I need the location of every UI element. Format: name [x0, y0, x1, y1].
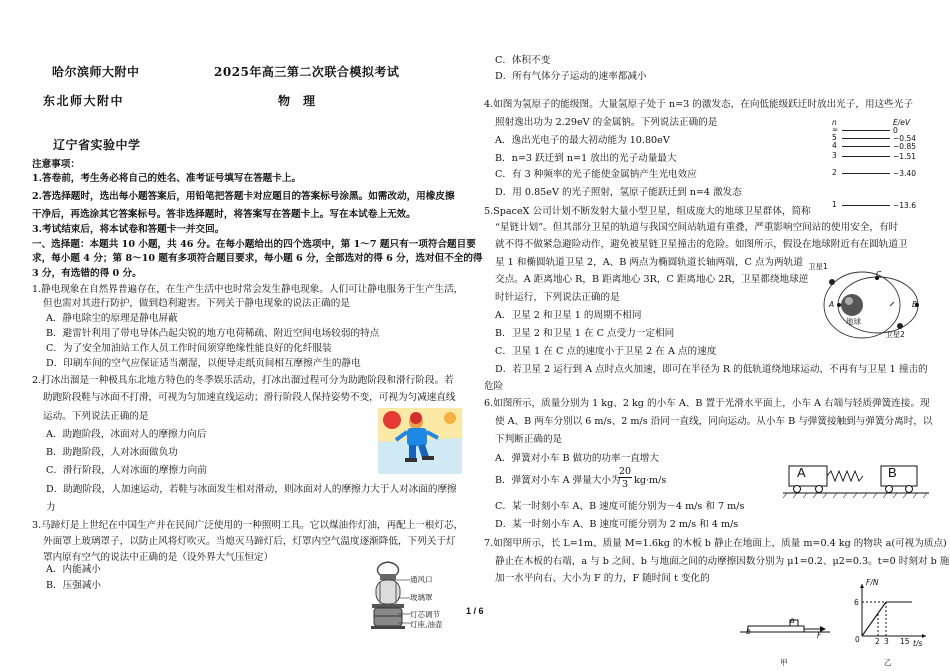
- board-b: [748, 626, 804, 632]
- lantern-label-glass: 玻璃罩: [410, 593, 433, 602]
- q2-stem-2: 助跑阶段鞋与冰面不打滑，可视为匀加速直线运动；滑行阶段人保持姿势不变，可视为匀减速直线: [43, 392, 456, 403]
- graph-tick-x2: 2: [875, 637, 880, 646]
- energy-diagram-e-header: E/eV: [893, 118, 911, 127]
- school-name-2: 东北师大附中: [43, 94, 125, 108]
- force-label-f: F: [817, 631, 822, 640]
- energy-level-e-5: −0.54: [893, 134, 916, 143]
- school-name-1: 哈尔滨师大附中: [52, 65, 140, 79]
- figure-caption-yi: 乙: [884, 658, 892, 667]
- energy-level-line-inf: [842, 130, 890, 131]
- q7-stem-1: 7.如图甲所示，长 L=1m、质量 M=1.6kg 的木板 b 静止在地面上，质量 m=0.4 kg 的物块 a(可视为质点): [484, 538, 947, 549]
- energy-level-n-3: 3: [832, 151, 837, 160]
- cart-a-label: A: [797, 465, 806, 480]
- q5-stem-1: 5.SpaceX 公司计划不断发射大量小型卫星，组成庞大的地球卫星群体，简称: [484, 206, 811, 217]
- energy-level-n-5: 5: [832, 133, 837, 142]
- q3-stem-1: 3.马蹄灯是上世纪在中国生产并在民间广泛使用的一种照明工具。它以煤油作灯油，再配上一根灯芯，: [32, 520, 464, 531]
- graph-xlabel: t/s: [913, 639, 923, 648]
- q3-option-d: D．所有气体分子运动的速率都减小: [495, 71, 647, 82]
- orbit-label-sat2: 卫星2: [885, 330, 905, 339]
- graph-origin: 0: [855, 635, 860, 644]
- q1-stem-2: 但也需对其进行防护，做到趋利避害。下列关于静电现象的说法正确的是: [43, 298, 350, 309]
- q2-stem-3: 运动。下列说法正确的是: [43, 411, 149, 422]
- satellite-2-icon: [897, 323, 903, 329]
- q2-option-b: B．助跑阶段，人对冰面做负功: [46, 447, 178, 458]
- q4-option-c: C．有 3 种频率的光子能使金属钠产生光电效应: [495, 169, 697, 180]
- q1-option-b: B．避雷针利用了带电导体凸起尖锐的地方电荷稀疏、附近空间电场较弱的特点: [46, 328, 380, 339]
- q1-option-a: A．静电除尘的原理是静电屏蔽: [46, 313, 178, 324]
- q5-stem-6: 时针运行，下列说法正确的是: [495, 292, 620, 303]
- energy-level-n-1: 1: [832, 200, 837, 209]
- force-time-graph: [852, 580, 930, 642]
- q5-option-a: A．卫星 2 和卫星 1 的周期不相同: [495, 310, 642, 321]
- q6-option-d: D．某一时刻小车 A、B 速度可能分别为 2 m/s 和 4 m/s: [495, 519, 739, 530]
- q6-option-b-numerator: 20: [618, 466, 632, 477]
- energy-diagram-n-header: n: [832, 118, 837, 127]
- board-label-b: b: [746, 627, 751, 636]
- lantern-label-base: 灯座,油壶: [410, 620, 443, 629]
- q1-option-d: D．印刷车间的空气应保证适当潮湿，以便导走纸页间相互摩擦产生的静电: [46, 358, 361, 369]
- graph-tick-y6: 6: [854, 598, 859, 607]
- energy-level-e-inf: 0: [893, 126, 898, 135]
- orbit-label-sat1: 卫星1: [808, 262, 828, 271]
- note-2a: 2.答选择题时，选出每小题答案后，用铅笔把答题卡对应题目的答案标号涂黑。如需改动，用橡皮擦: [32, 191, 455, 202]
- q5-stem-4: 星 1 和椭圆轨道卫星 2，A、B 两点为椭圆轨道长轴两端，C 点为两轨道: [495, 257, 803, 268]
- orbit-label-earth: 地球: [846, 317, 861, 326]
- q4-option-a: A．逸出光电子的最大初动能为 10.80eV: [495, 135, 670, 146]
- q2-option-d-2: 力: [46, 502, 56, 513]
- lantern-label-vent: 通风口: [410, 575, 433, 584]
- q6-option-b-unit: kg·m/s: [634, 475, 667, 486]
- satellite-1-icon: [829, 279, 835, 285]
- orbit-label-a: A: [829, 300, 835, 309]
- q3-option-c: C．体积不变: [495, 55, 551, 66]
- graph-tick-x3: 3: [884, 637, 889, 646]
- energy-level-e-1: −13.6: [893, 201, 916, 210]
- spring-icon: [827, 471, 863, 481]
- q2-option-d-1: D．助跑阶段，人加速运动，若鞋与冰面发生相对滑动，则冰面对人的摩擦力大于人对冰面的摩擦: [46, 484, 457, 495]
- lantern-leader-lines: [394, 576, 412, 626]
- school-name-3: 辽宁省实验中学: [53, 138, 141, 152]
- notes-title: 注意事项：: [32, 159, 80, 170]
- note-2b: 干净后，再选涂其它答案标号。答非选择题时，将答案写在答题卡上。写在本试卷上无效。: [32, 209, 416, 220]
- q7-stem-3: 加一水平向右、大小为 F 的力，F 随时间 t 变化的: [495, 573, 710, 584]
- q3-stem-3: 罩内原有空气的说法中正确的是（设外界大气压恒定）: [43, 552, 274, 563]
- q6-option-b-text: B．弹簧对小车 A 弹量大小为: [495, 475, 621, 486]
- q6-option-b-denominator: 3: [621, 479, 629, 490]
- q6-option-c: C．某一时刻小车 A、B 速度可能分别为－4 m/s 和 7 m/s: [495, 501, 745, 512]
- ice-sliding-illustration: [378, 408, 462, 474]
- q3-option-b: B．压强减小: [46, 580, 102, 591]
- figure-caption-jia: 甲: [780, 658, 788, 667]
- energy-level-line-3: [842, 156, 890, 157]
- energy-level-line-4: [842, 146, 890, 147]
- q5-stem-5: 交点。A 距离地心 R，B 距离地心 3R，C 距离地心 2R，卫星都绕地球逆: [495, 274, 809, 285]
- exam-title: 2025年高三第二次联合模拟考试: [214, 65, 400, 79]
- q5-option-d-1: D．若卫星 2 运行到 A 点时点火加速，即可在半径为 R 的低轨道绕地球运动，不再有与卫星 1 撞击的: [495, 364, 928, 375]
- q6-stem-1: 6.如图所示，质量分别为 1 kg、2 kg 的小车 A、B 置于光滑水平面上，小车 A 右端与轻质弹簧连接。现: [484, 398, 930, 409]
- section-1-line-2: 求，每小题 4 分；第 8～10 题有多项符合题目要求，每小题 6 分，全部选对的得 6 分，选对但不全的得: [32, 253, 483, 264]
- energy-level-e-2: −3.40: [893, 169, 916, 178]
- q6-stem-3: 下判断正确的是: [495, 434, 563, 445]
- energy-level-e-4: −0.85: [893, 142, 916, 151]
- subject-title: 物 理: [278, 94, 316, 108]
- q5-stem-2: “星链计划”。但其部分卫星的轨道与我国空间站轨道有重叠，严重影响空间站的使用安全，有时: [495, 222, 899, 233]
- point-a: [837, 303, 841, 307]
- q3-option-a: A．内能减小: [46, 564, 101, 575]
- section-1-line-1: 一、选择题：本题共 10 小题，共 46 分。在每小题给出的四个选项中，第 1～7 题只有一项符合题目要: [32, 239, 476, 250]
- energy-level-n-4: 4: [832, 141, 837, 150]
- note-3: 3.考试结束后，将本试卷和答题卡一并交回。: [32, 224, 225, 235]
- note-1: 1.答卷前，考生务必将自己的姓名、准考证号填写在答题卡上。: [32, 173, 302, 184]
- q4-option-d: D．用 0.85eV 的光子照射，氢原子能跃迁到 n=4 激发态: [495, 187, 742, 198]
- q4-stem-2: 照射逸出功为 2.29eV 的金属钠。下列说法正确的是: [495, 117, 718, 128]
- cart-a-body: [789, 466, 827, 486]
- graph-tick-x15: 15: [900, 637, 910, 646]
- orbit-label-c: C: [876, 270, 882, 279]
- earth-icon: [841, 294, 863, 316]
- q1-option-c: C．为了安全加油站工作人员工作时间须穿绝缘性能良好的化纤服装: [46, 343, 332, 354]
- lantern-label-wick: 灯芯调节: [410, 610, 440, 619]
- q5-stem-3: 就不得不做紧急避险动作，避免被星链卫星撞击的危险。如图所示，假设在地球附近有在圆轨道卫: [495, 239, 908, 250]
- q6-option-a: A．弹簧对小车 B 做功的功率一直增大: [495, 453, 659, 464]
- energy-level-n-inf: ∞: [832, 125, 839, 134]
- q5-option-b: B．卫星 2 和卫星 1 在 C 点受力一定相同: [495, 328, 675, 339]
- q5-option-d-2: 危险: [484, 381, 504, 392]
- q1-stem-1: 1.静电现象在自然界普遍存在，在生产生活中也时常会发生静电现象。人们可让静电服务于生产生活，: [32, 284, 464, 295]
- graph-ylabel: F/N: [866, 578, 879, 587]
- q2-option-a: A．助跑阶段，冰面对人的摩擦力向后: [46, 429, 207, 440]
- energy-level-line-1: [842, 205, 890, 206]
- block-label-a: a: [790, 616, 795, 625]
- orbit-label-b: B: [912, 300, 918, 309]
- section-1-line-3: 3 分，有选错的得 0 分。: [32, 268, 142, 279]
- q3-stem-2: 外面罩上玻璃罩子，以防止风将灯吹灭。当熄灭马蹄灯后，灯罩内空气温度逐渐降低，下列关于灯: [43, 536, 456, 547]
- force-ramp-line: [862, 602, 886, 636]
- q7-stem-2: 静止在木板的右端，a 与 b 之间、b 与地面之间的动摩擦因数分别为 μ1=0.2、μ2=0.3。t=0 时刻对 b 施: [495, 556, 950, 567]
- q6-stem-2: 使 A、B 两车分别以 6 m/s、2 m/s 沿同一直线，同向运动。从小车 B 与弹簧接触到与弹簧分离时，以: [495, 416, 933, 427]
- cart-b-label: B: [888, 465, 897, 480]
- page-number: 1 / 6: [466, 606, 484, 616]
- energy-level-line-2: [842, 173, 890, 174]
- q2-option-c: C．滑行阶段，人对冰面的摩擦力向前: [46, 465, 207, 476]
- q4-stem-1: 4.如图为氢原子的能级图。大量氢原子处于 n=3 的激发态，在向低能级跃迁时放出光子，用这些光子: [484, 99, 913, 110]
- q5-option-c: C．卫星 1 在 C 点的速度小于卫星 2 在 A 点的速度: [495, 346, 717, 357]
- energy-level-n-2: 2: [832, 168, 837, 177]
- q4-option-b: B．n=3 跃迁到 n=1 放出的光子动量最大: [495, 153, 677, 164]
- energy-level-line-5: [842, 138, 890, 139]
- cart-b-body: [881, 466, 917, 486]
- q2-stem-1: 2.打冰出溜是一种极具东北地方特色的冬季娱乐活动，打冰出溜过程可分为助跑阶段和滑行阶段。若: [32, 375, 454, 386]
- energy-level-e-3: −1.51: [893, 152, 916, 161]
